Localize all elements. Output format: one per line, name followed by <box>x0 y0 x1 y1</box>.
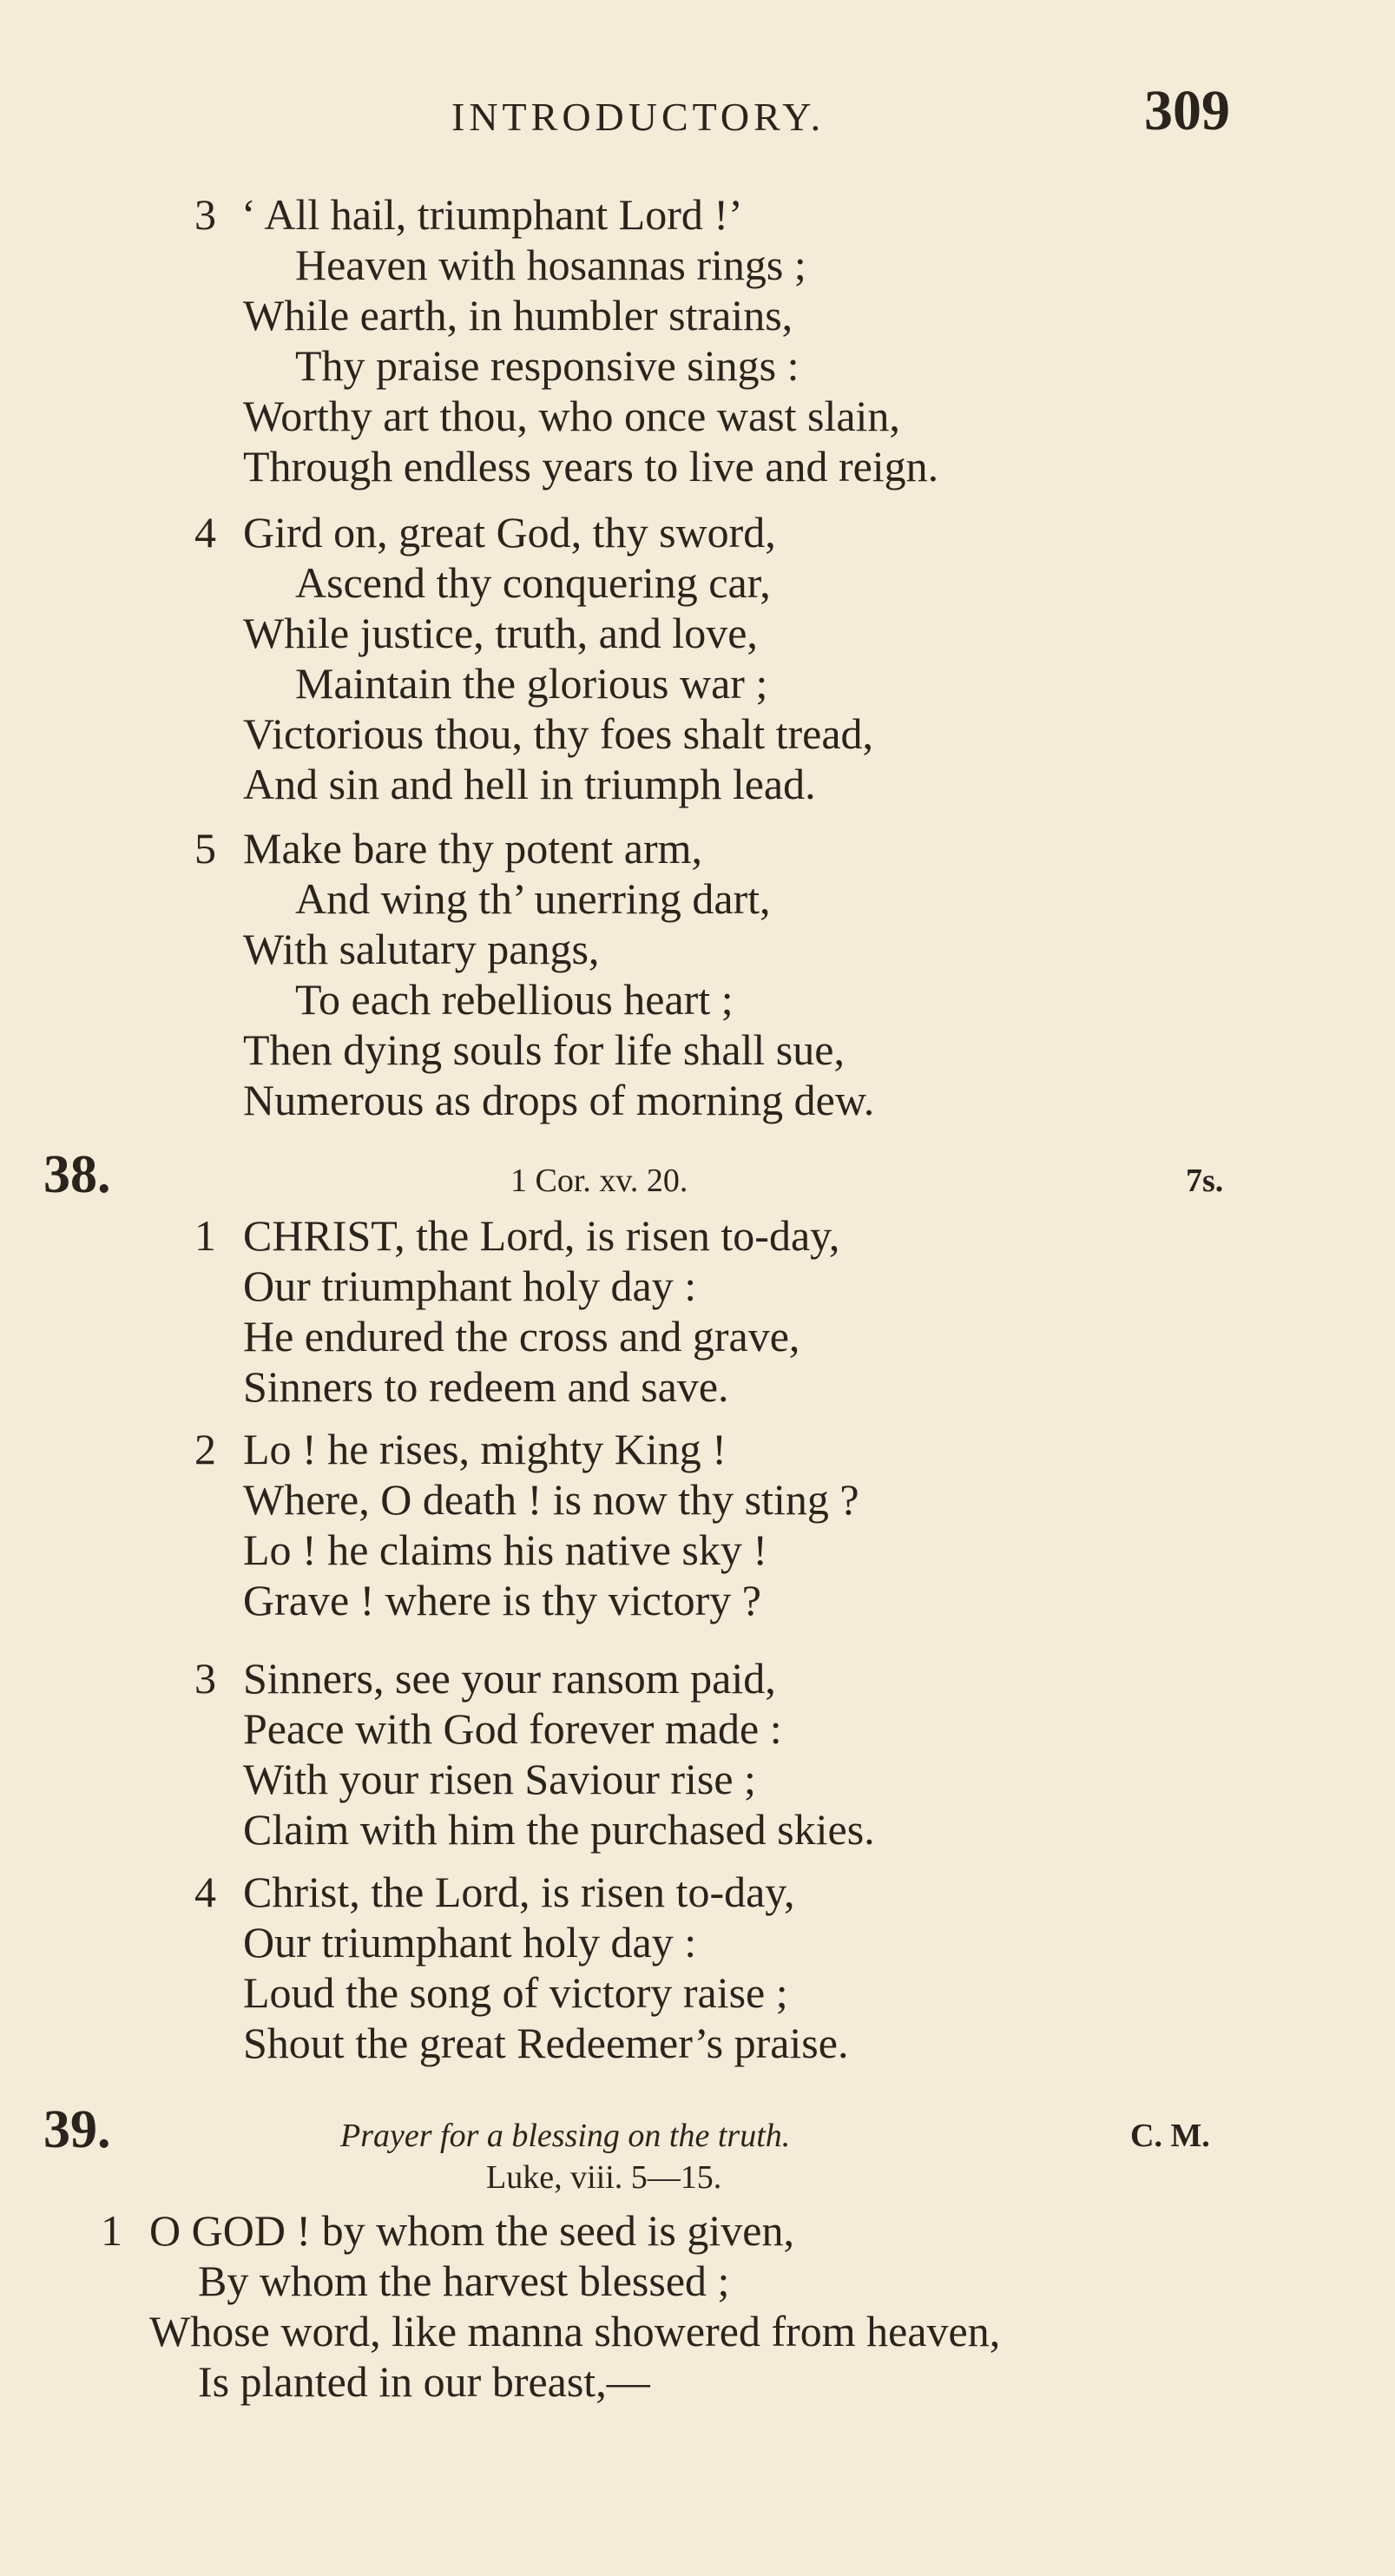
verse-number: 5 <box>194 824 216 873</box>
verse-number: 3 <box>194 190 216 239</box>
verse-number: 1 <box>101 2206 122 2255</box>
verse-line: Claim with him the purchased skies. <box>243 1805 875 1854</box>
verse-line: Our triumphant holy day : <box>243 1262 697 1310</box>
verse-line: ‘ All hail, triumphant Lord !’ <box>241 190 743 239</box>
verse-line: With your risen Saviour rise ; <box>243 1755 756 1803</box>
verse-line: Sinners to redeem and save. <box>243 1362 729 1411</box>
hymn-number: 39. <box>43 2100 111 2159</box>
verse-line: Christ, the Lord, is risen to-day, <box>243 1868 795 1916</box>
verse-line: Worthy art thou, who once wast slain, <box>243 392 900 440</box>
verse-line: Lo ! he rises, mighty King ! <box>243 1425 727 1473</box>
verse-line: Shout the great Redeemer’s praise. <box>243 2019 849 2067</box>
verse-line: Whose word, like manna showered from heaven, <box>149 2307 1001 2355</box>
verse-line: Through endless years to live and reign. <box>243 442 939 491</box>
verse-line: Ascend thy conquering car, <box>295 558 771 607</box>
hymn-meter: C. M. <box>1130 2118 1210 2154</box>
verse-line: While justice, truth, and love, <box>243 609 758 657</box>
verse-line: Sinners, see your ransom paid, <box>243 1654 776 1703</box>
verse-line: With salutary pangs, <box>243 925 600 973</box>
verse-line: O GOD ! by whom the seed is given, <box>149 2206 794 2255</box>
verse-number: 4 <box>194 1868 216 1916</box>
verse-line: Our triumphant holy day : <box>243 1918 697 1967</box>
verse-line: Then dying souls for life shall sue, <box>243 1025 845 1074</box>
verse-line: Gird on, great God, thy sword, <box>243 508 776 557</box>
verse-line: To each rebellious heart ; <box>295 975 734 1024</box>
verse-line: Make bare thy potent arm, <box>243 824 702 873</box>
running-header: INTRODUCTORY. <box>451 95 826 139</box>
verse-line: And wing th’ unerring dart, <box>295 874 771 923</box>
verse-number: 1 <box>194 1211 216 1260</box>
scripture-reference: 1 Cor. xv. 20. <box>510 1163 688 1199</box>
verse-line: CHRIST, the Lord, is risen to-day, <box>243 1211 840 1260</box>
verse-line: And sin and hell in triumph lead. <box>243 760 816 808</box>
hymn-number: 38. <box>43 1145 111 1204</box>
scripture-reference: Luke, viii. 5—15. <box>486 2159 722 2196</box>
verse-line: Thy praise responsive sings : <box>295 341 799 390</box>
verse-line: Heaven with hosannas rings ; <box>295 240 806 289</box>
hymn-subtitle: Prayer for a blessing on the truth. <box>340 2118 791 2154</box>
verse-line: Loud the song of victory raise ; <box>243 1968 788 2017</box>
verse-line: Where, O death ! is now thy sting ? <box>243 1475 859 1524</box>
verse-line: Grave ! where is thy victory ? <box>243 1576 761 1624</box>
page-number: 309 <box>1144 79 1230 142</box>
verse-line: While earth, in humbler strains, <box>243 291 793 339</box>
verse-number: 4 <box>194 508 216 557</box>
verse-line: Victorious thou, thy foes shalt tread, <box>243 709 874 758</box>
verse-number: 3 <box>194 1654 216 1703</box>
verse-line: Maintain the glorious war ; <box>295 659 768 708</box>
hymn-meter: 7s. <box>1186 1163 1224 1199</box>
verse-line: Numerous as drops of morning dew. <box>243 1076 875 1124</box>
verse-line: Is planted in our breast,— <box>198 2357 650 2406</box>
verse-line: By whom the harvest blessed ; <box>198 2256 730 2305</box>
verse-line: He endured the cross and grave, <box>243 1312 800 1360</box>
verse-number: 2 <box>194 1425 216 1473</box>
verse-line: Peace with God forever made : <box>243 1704 782 1753</box>
verse-line: Lo ! he claims his native sky ! <box>243 1525 768 1574</box>
